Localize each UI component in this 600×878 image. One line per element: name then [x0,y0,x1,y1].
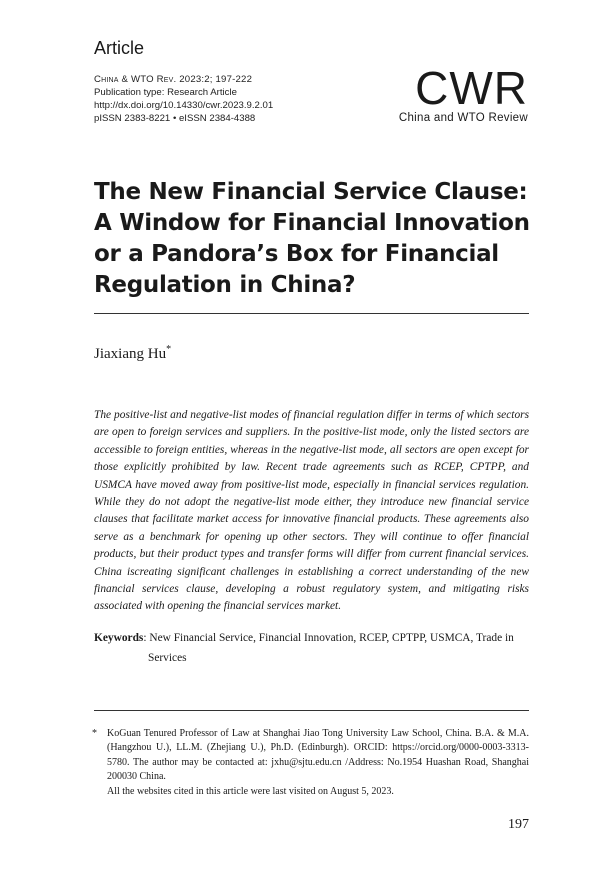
websites-visited-note: All the websites cited in this article were last visited on August 5, 2023. [107,786,394,797]
abstract: The positive-list and negative-list modes of financial regulation differ in terms of which sectors are open to foreign services and suppliers. In the positive-list mode, only the listed sectors are accessible to foreign entities, whereas in the negative-list mode, all sectors are open except for those explicitly prohibited by law. Recent trade agreements such as RCEP, CPTPP, and USMCA have moved away from positive-list mode, especially in financial services regulation. While they do not adopt the negative-list mode either, they introduce new financial service clauses that facilitate market access for innovative financial products. These agreements also serve as a benchmark for opening up other sectors. They will continue to offer financial products, but their product types and transfer forms will differ from current financial services. China iscreating significant challenges in establishing a correct understanding of the new financial services clause, developing a robust regulatory system, and mitigating risks associated with opening the financial services market. [94,409,529,613]
publication-type: Publication type: Research Article [94,87,237,98]
footnote-mark: * [92,728,97,739]
title-line: The New Financial Service Clause: [94,179,528,205]
page-number: 197 [508,817,529,832]
author-name: Jiaxiang Hu [94,346,167,362]
journal-logo [398,62,528,124]
keywords-line-1: : New Financial Service, Financial Innovation, RCEP, CPTPP, USMCA, Trade in [143,632,514,644]
footnote-divider [94,710,529,711]
issn: pISSN 2383-8221 • eISSN 2384-4388 [94,113,256,124]
title-line: or a Pandora’s Box for Financial [94,241,499,267]
publication-metadata [94,73,273,125]
keywords-line-2: Services [148,652,187,664]
title-divider [94,313,529,314]
author-footnote [92,727,529,784]
logo-text: CWR [415,62,528,114]
article-title [94,177,544,301]
footnote-text: KoGuan Tenured Professor of Law at Shanghai Jiao Tong University Law School, China. B.A. & M.A. (Hangzhou U.), LL.M. (Zhejiang U.), Ph.D. (Edinburgh). ORCID: https://orcid.org/0000-0003-3313-5780. The author may be contacted at: jxhu@sjtu.edu.cn /Address: No.1954 Huashan Road, Shanghai 200030 China. [107,728,529,782]
author-footnote-mark[interactable]: * [166,344,172,355]
author-line [94,344,171,363]
keywords-label: Keywords [94,632,144,644]
logo-subtitle: China and WTO Review [398,112,528,124]
journal-citation: China & WTO Rev. 2023:2; 197-222 [94,74,253,85]
keywords [94,628,534,668]
article-type-label: Article [94,38,145,58]
doi-link[interactable]: http://dx.doi.org/10.14330/cwr.2023.9.2.01 [94,100,274,111]
title-line: A Window for Financial Innovation [94,210,530,236]
title-line: Regulation in China? [94,272,356,298]
